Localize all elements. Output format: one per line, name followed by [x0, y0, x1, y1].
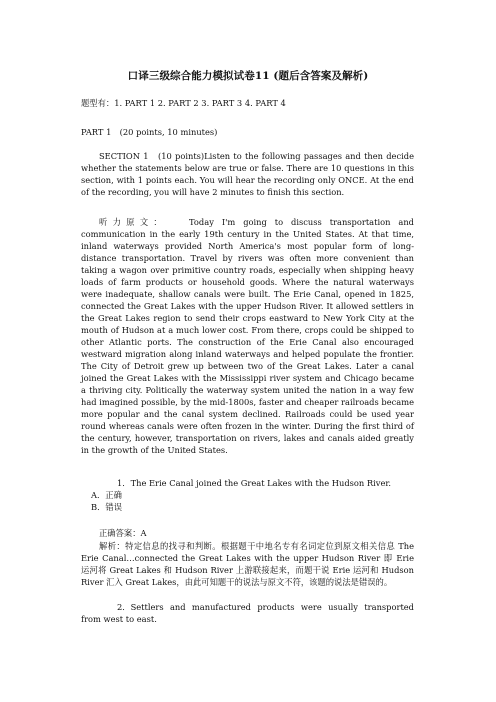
question-1 [81, 477, 414, 513]
question-number: 2． [117, 602, 131, 612]
answer-label: 正确答案：A [99, 528, 147, 538]
transcript-label: 听力原文： [99, 217, 168, 227]
question-number: 1． [117, 478, 131, 488]
question-2 [81, 601, 414, 625]
part-header: PART 1 (20 points, 10 minutes) [81, 127, 218, 137]
transcript-text: Today I'm going to discuss transportation and communication in the early 19th century in the United States. At that time, inland waterways provided North America's most popular form of long-distance transportation. Travel by rivers was often more convenient than taking a wagon over primitive country roads, especially when shipping heavy loads of farm products or household goods. Where the natural waterways were inadequate, shallow canals were built. The Erie Canal, opened in 1825, connected the Great Lakes with the upper Hudson River. It allowed settlers in the Great Lakes region to send their crops eastward to New York City at the mouth of Hudson at a much lower cost. From there, crops could be shipped to other Atlantic ports. The construction of the Erie Canal also encouraged westward migration along inland waterways and helped populate the frontier. The City of Detroit grew up between two of the Great Lakes. Later a canal joined the Great Lakes with the Mississippi river system and Chicago became a thriving city. Politically the waterway system united the nation in a way few had imagined possible, by the mid-1800s, faster and cheaper railroads became more popular and the canal system declined. Railroads could be used year round whereas canals were often frozen in the winter. During the first third of the century, however, transportation on rivers, lakes and canals aided greatly in the growth of the United States. [81, 217, 414, 455]
question-types: 题型有：1. PART 1 2. PART 2 3. PART 3 4. PART 4 [81, 98, 286, 108]
section-instructions: SECTION 1 (10 points)Listen to the following passages and then decide whether the statements below are true or false. There are 10 questions in this section, with 1 points each. You will hear the recording only ONCE. At the end of the recording, you will have 2 minutes to finish this section. [81, 151, 414, 197]
option-b: B．错误 [91, 502, 122, 512]
question-text: The Erie Canal joined the Great Lakes with the Hudson River. [130, 478, 392, 488]
question-text: Settlers and manufactured products were usually transported from west to east. [81, 602, 414, 624]
answer-explanation: 解析：特定信息的找寻和判断。根据题干中地名专有名词定位到原文相关信息 The Erie Canal…connected the Great Lakes with the upper Hudson River 即 Erie 运河将 Great Lakes 和 Hudson River 上游联接起来，而题干说 Erie 运河和 Hudson River 汇入 Great Lakes，由此可知题干的说法与原文不符，该题的说法是错误的。 [81, 541, 414, 587]
transcript-paragraph [81, 216, 414, 456]
option-a: A．正确 [91, 490, 122, 500]
document-title: 口译三级综合能力模拟试卷11 (题后含答案及解析) [127, 70, 369, 82]
